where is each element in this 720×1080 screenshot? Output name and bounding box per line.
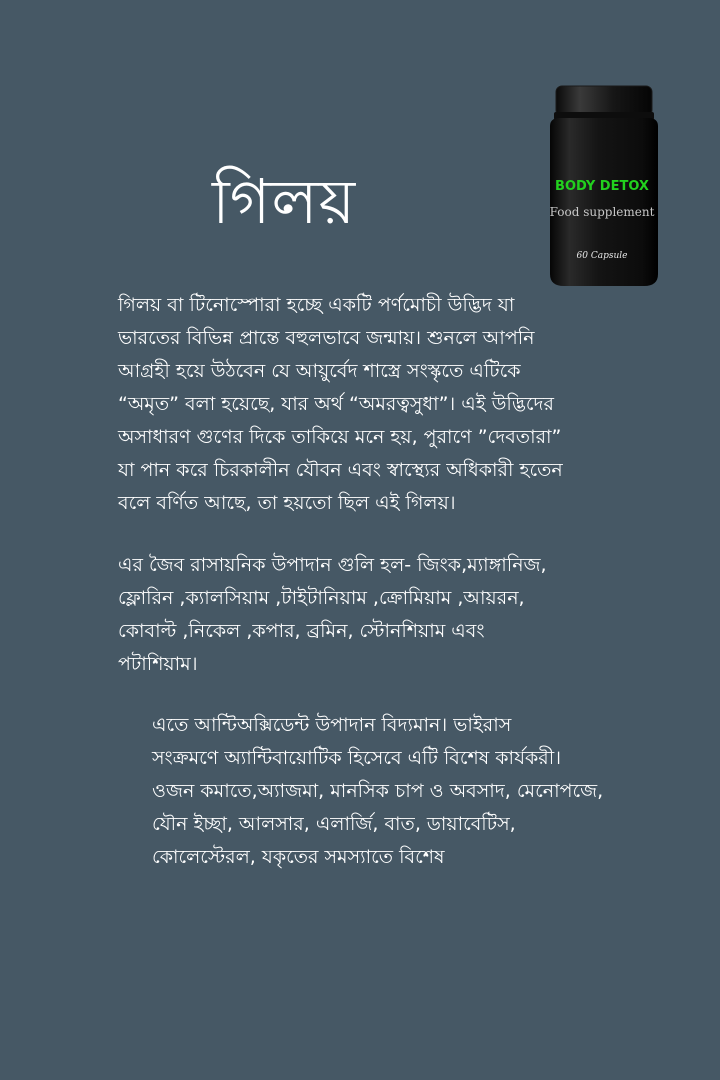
text-line: সংক্রমণে অ্যান্টিবায়োটিক হিসেবে এটি বিশেষ কার্যকরী। [152, 747, 561, 769]
paragraph-intro [118, 289, 618, 520]
text-line: যা পান করে চিরকালীন যৌবন এবং স্বাস্থ্যের অধিকারী হতেন [118, 459, 563, 481]
text-line: ভারতের বিভিন্ন প্রান্তে বহুলভাবে জন্মায়। শুনলে আপনি [118, 327, 535, 349]
product-subtitle: Food supplement [549, 205, 655, 219]
paragraph-components [118, 549, 618, 681]
product-jar-image [540, 82, 668, 288]
text-line: কোলেস্টেরল, যকৃতের সমস্যাতে বিশেষ [152, 846, 445, 868]
product-capsule-count: 60 Capsule [576, 251, 628, 261]
text-line: ফ্লোরিন ,ক্যালসিয়াম ,টাইটানিয়াম ,ক্রোমিয়াম ,আয়রন, [118, 587, 525, 609]
paragraph-benefits [118, 709, 618, 874]
text-line: এতে আন্টিঅক্সিডেন্ট উপাদান বিদ্যমান। ভাইরাস [152, 714, 512, 736]
text-line: অসাধারণ গুণের দিকে তাকিয়ে মনে হয়, পুরাণে ”দেবতারা” [118, 426, 562, 448]
text-line: এর জৈব রাসায়নিক উপাদান গুলি হল- জিংক,ম্যাঙ্গানিজ, [118, 554, 547, 576]
text-line: ওজন কমাতে,অ্যাজমা, মানসিক চাপ ও অবসাদ, মেনোপজে, [152, 780, 604, 802]
text-line: গিলয় বা টিনোস্পোরা হচ্ছে একটি পর্ণমোচী উদ্ভিদ যা [118, 294, 515, 316]
text-line: “অমৃত” বলা হয়েছে, যার অর্থ “অমরত্বসুধা”। এই উদ্ভিদের [118, 393, 554, 415]
text-line: বলে বর্ণিত আছে, তা হয়তো ছিল এই গিলয়। [118, 492, 456, 514]
text-line: কোবাল্ট ,নিকেল ,কপার, ব্রমিন, স্টোনশিয়াম এবং [118, 620, 485, 642]
text-line: পটাশিয়াম। [118, 653, 198, 675]
jar-lid [556, 86, 652, 116]
text-line: যৌন ইচ্ছা, আলসার, এলার্জি, বাত, ডায়াবেটিস, [152, 813, 516, 835]
text-line: আগ্রহী হয়ে উঠবেন যে আয়ুর্বেদ শাস্ত্রে সংস্কৃতে এটিকে [118, 360, 521, 382]
page-title: গিলয় [212, 165, 357, 238]
product-brand: BODY DETOX [555, 179, 649, 194]
